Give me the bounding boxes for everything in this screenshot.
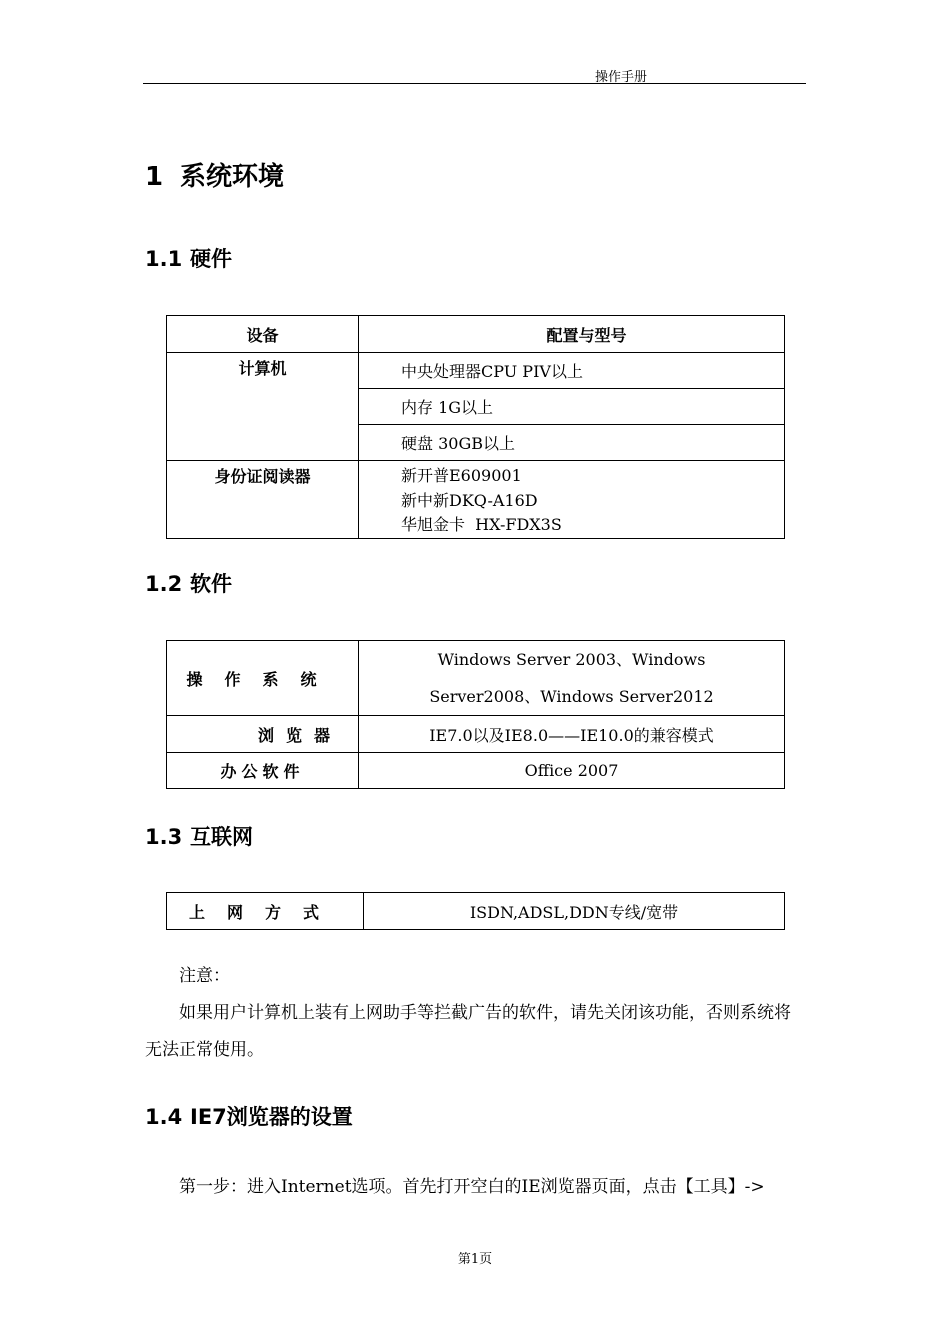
section-number: 1: [145, 162, 164, 192]
row-label-office: 办公软件: [167, 753, 359, 789]
page-footer: 第1页: [457, 1252, 493, 1267]
note-text: 如果用户计算机上装有上网助手等拦截广告的软件，请先关闭该功能，否则系统将无法正常使用。: [145, 1003, 791, 1060]
subsection-heading-software: [145, 568, 232, 598]
header-config: 配置与型号: [359, 316, 785, 353]
subsection-heading-internet: [145, 821, 253, 851]
access-method-value: ISDN,ADSL,DDN专线/宽带: [364, 893, 785, 930]
computer-memory: 内存 1G以上: [359, 389, 785, 425]
subsection-title: 互联网: [190, 825, 253, 849]
subsection-title: 硬件: [190, 247, 232, 271]
subsection-title: 软件: [190, 572, 232, 596]
subsection-heading-ie7: [145, 1101, 353, 1131]
subsection-number: 1.2: [145, 572, 183, 596]
ie7-step-block: [145, 1169, 807, 1206]
row-label-os: 操作系统: [167, 641, 359, 716]
os-value-line-2: Server2008、Windows Server2012: [429, 687, 714, 706]
subsection-heading-hardware: [145, 243, 232, 273]
computer-cpu: 中央处理器CPU PIV以上: [359, 353, 785, 389]
header-title: 操作手册: [595, 70, 648, 85]
subsection-number: 1.4: [145, 1105, 183, 1129]
row-label-browser: 浏览器: [167, 716, 359, 753]
internet-table: [166, 892, 785, 930]
hardware-table: [166, 315, 785, 539]
office-value: Office 2007: [359, 753, 785, 789]
browser-value: IE7.0以及IE8.0——IE10.0的兼容模式: [359, 716, 785, 753]
software-table: [166, 640, 785, 789]
section-heading-system-environment: [145, 156, 284, 193]
subsection-number: 1.1: [145, 247, 183, 271]
subsection-number: 1.3: [145, 825, 183, 849]
id-reader-model-2: 新中新DKQ-A16D: [401, 490, 538, 510]
ie7-step-1: 第一步：进入Internet选项。首先打开空白的IE浏览器页面，点击【工具】->: [179, 1177, 765, 1197]
id-reader-model-3: 华旭金卡 HX-FDX3S: [401, 515, 562, 534]
subsection-title: IE7浏览器的设置: [190, 1105, 353, 1129]
note-block: [145, 958, 807, 1069]
note-title: 注意：: [179, 966, 230, 986]
computer-disk: 硬盘 30GB以上: [359, 425, 785, 461]
id-reader-model-1: 新开普E609001: [401, 466, 522, 485]
row-label-id-reader: 身份证阅读器: [167, 461, 359, 539]
row-label-access-method: 上网方式: [167, 893, 364, 930]
row-label-computer: 计算机: [167, 353, 359, 461]
header-device: 设备: [167, 316, 359, 353]
os-value-line-1: Windows Server 2003、Windows: [437, 650, 706, 669]
section-title: 系统环境: [180, 162, 285, 192]
page-header: [143, 62, 806, 84]
